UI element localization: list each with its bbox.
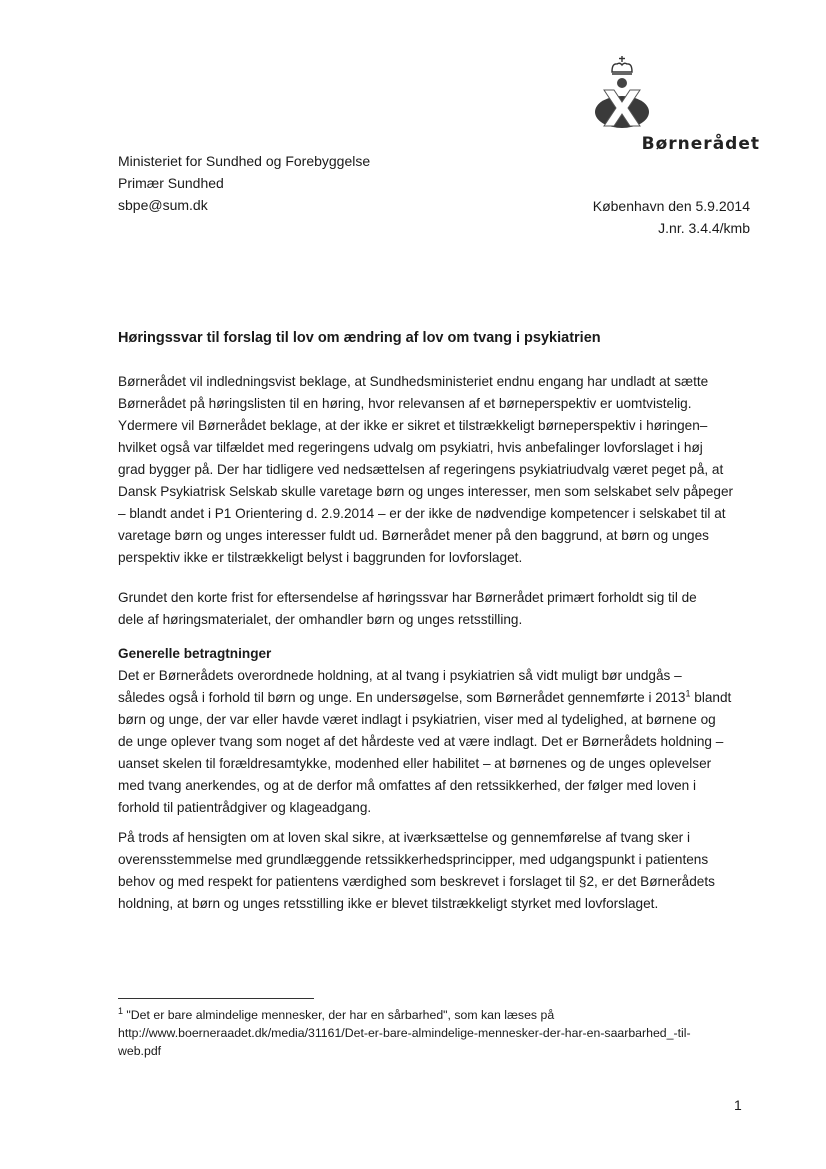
text-line: Det er Børnerådets overordnede holdning, at al tvang i psykiatrien så vidt muligt bør undgås – <box>118 668 682 683</box>
text-line: holdning, at børn og unges retsstilling ikke er blevet tilstrækkeligt styrket med lovforslaget. <box>118 896 659 911</box>
paragraph-legal-position <box>118 827 753 915</box>
text-segment: således også i forhold til børn og unge. En undersøgelse, som Børnerådet gennemførte i 2013 <box>118 690 686 705</box>
text-line: forhold til patientrådgiver og klageadgang. <box>118 800 372 815</box>
footnote-link[interactable]: http://www.boerneraadet.dk/media/31161/Det-er-bare-almindelige-mennesker-der-har-en-saarbarhed_-til- <box>118 1026 691 1040</box>
paragraph-deadline <box>118 587 753 631</box>
journal-number: J.nr. 3.4.4/kmb <box>658 220 750 236</box>
section-heading: Generelle betragtninger <box>118 646 272 661</box>
org-name: Børnerådet <box>641 134 760 154</box>
text-line: dele af høringsmaterialet, der omhandler børn og unges retsstilling. <box>118 612 523 627</box>
text-line: uanset skelen til forældresamtykke, modenhed eller habilitet – at børnenes og de unges oplevelser <box>118 756 712 771</box>
paragraph-intro <box>118 371 753 569</box>
text-line: – blandt andet i P1 Orientering d. 2.9.2014 – er der ikke de nødvendige kompetencer i selskabet til at <box>118 506 726 521</box>
letterhead-logo <box>590 52 760 157</box>
date-block <box>593 195 750 239</box>
recipient-email: sbpe@sum.dk <box>118 197 208 213</box>
text-line: børn og unge, der var eller havde været indlagt i psykiatrien, viser med al tydelighed, at børnene og <box>118 712 716 727</box>
footnote-text: "Det er bare almindelige mennesker, der har en sårbarhed", som kan læses på <box>123 1008 555 1022</box>
footnote-link-end[interactable]: web.pdf <box>118 1044 162 1058</box>
text-line: På trods af hensigten om at loven skal sikre, at iværksættelse og gennemførelse af tvang sker i <box>118 830 690 845</box>
recipient-address <box>118 150 370 216</box>
text-line: overensstemmelse med grundlæggende retssikkerhedsprincipper, med udgangspunkt i patientens <box>118 852 709 867</box>
text-line: Børnerådet på høringslisten til en høring, hvor relevansen af et børneperspektiv er uomtvistelig. <box>118 396 692 411</box>
text-line: de unge oplever tvang som noget af det hårdeste ved at være indlagt. Det er Børnerådets holdning – <box>118 734 724 749</box>
text-line: Børnerådet vil indledningsvist beklage, at Sundhedsministeriet endnu engang har undladt at sætte <box>118 374 709 389</box>
footnote-line <box>118 1006 691 1024</box>
paragraph-general-considerations <box>118 643 753 819</box>
text-line: grad bygger på. Der har tidligere ved nedsættelsen af regeringens psykiatriudvalg været peget på, at <box>118 462 724 477</box>
footnote-divider <box>118 998 314 999</box>
text-line: varetage børn og unges interesser fuldt ud. Børnerådet mener på den baggrund, at børn og unges <box>118 528 709 543</box>
footnote <box>118 1006 691 1060</box>
text-segment: blandt <box>690 690 732 705</box>
text-line: Ydermere vil Børnerådet beklage, at der ikke er sikret et tilstrækkeligt børneperspektiv i høringen– <box>118 418 708 433</box>
recipient-line: Ministeriet for Sundhed og Forebyggelse <box>118 153 371 169</box>
text-line: hvilket også var tilfældet med regeringens udvalg om psykiatri, hvis anbefalinger lovforslaget i høj <box>118 440 703 455</box>
footnote-reference[interactable]: 1 <box>685 688 691 699</box>
text-line: behov og med respekt for patientens værdighed som beskrevet i forslaget til §2, er det Børnerådets <box>118 874 715 889</box>
text-line: med tvang anerkendes, og at de derfor må omfattes af den retssikkerhed, der følger med loven i <box>118 778 697 793</box>
letter-subject: Høringssvar til forslag til lov om ændring af lov om tvang i psykiatrien <box>118 330 601 346</box>
text-line: perspektiv ikke er tilstrækkeligt belyst i baggrunden for lovforslaget. <box>118 550 523 565</box>
footnote-marker: 1 <box>118 1005 124 1016</box>
page-number: 1 <box>734 1097 742 1113</box>
text-line: Grundet den korte frist for eftersendelse af høringssvar har Børnerådet primært forholdt sig til de <box>118 590 697 605</box>
text-line <box>118 687 753 709</box>
place-date: København den 5.9.2014 <box>592 198 750 214</box>
text-line: Dansk Psykiatrisk Selskab skulle varetage børn og unges interesser, men som selskabet selv påpeger <box>118 484 734 499</box>
recipient-line: Primær Sundhed <box>118 175 224 191</box>
boerneraadet-emblem-icon <box>590 52 680 134</box>
